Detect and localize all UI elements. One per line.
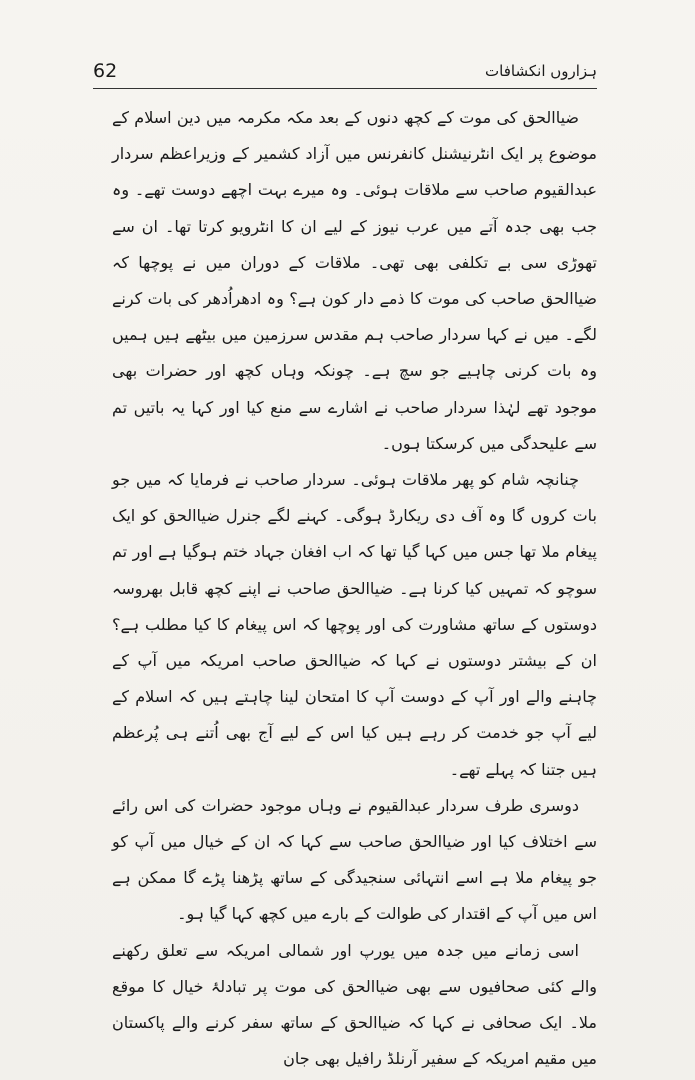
header-rule <box>93 88 597 89</box>
running-title: ہزاروں انکشافات <box>485 62 597 80</box>
body-text <box>112 100 597 1077</box>
paragraph-3: دوسری طرف سردار عبدالقیوم نے وہاں موجود حضرات کی اس رائے سے اختلاف کیا اور ضیاالحق صاحب سے کہا کہ ان کے خیال میں آپ کو جو پیغام ملا ہے اسے انتہائی سنجیدگی کے ساتھ پڑھنا پڑے گا ممکن ہے اس میں آپ کے اقتدار کی طوالت کے بارے میں کچھ کہا گیا ہو۔ <box>112 795 597 924</box>
paragraph-2: چنانچہ شام کو پھر ملاقات ہوئی۔ سردار صاحب نے فرمایا کہ میں جو بات کروں گا وہ آف دی ریکارڈ ہوگی۔ کہنے لگے جنرل ضیاالحق کو ایک پیغام ملا تھا جس میں کہا گیا تھا کہ اب افغان جہاد ختم ہوگیا ہے اور تم سوچو کہ تمہیں کیا کرنا ہے۔ ضیاالحق صاحب نے اپنے کچھ قابل بھروسہ دوستوں کے ساتھ مشاورت کی اور پوچھا کہ اس پیغام کا کیا مطلب ہے؟ ان کے بیشتر دوستوں نے کہا کہ ضیاالحق صاحب امریکہ میں آپ کے چاہنے والے اور آپ کے دوست آپ کا امتحان لینا چاہتے ہیں کہ اسلام کے لیے آپ جو خدمت کر رہے ہیں کیا اس کے لیے آج بھی اُتنے ہی پُرعظم ہیں جتنا کہ پہلے تھے۔ <box>112 470 597 779</box>
paragraph-4: اسی زمانے میں جدہ میں یورپ اور شمالی امریکہ سے تعلق رکھنے والے کئی صحافیوں سے بھی ضیاالحق کی موت پر تبادلۂ خیال کا موقع ملا۔ ایک صحافی نے کہا کہ ضیاالحق کے ساتھ سفر کرنے والے پاکستان میں مقیم امریکہ کے سفیر آرنلڈ رافیل بھی جان <box>112 940 597 1069</box>
paragraph-1: ضیاالحق کی موت کے کچھ دنوں کے بعد مکہ مکرمہ میں دین اسلام کے موضوع پر ایک انٹرنیشنل کانفرنس میں آزاد کشمیر کے وزیراعظم سردار عبدالقیوم صاحب سے ملاقات ہوئی۔ وہ میرے بہت اچھے دوست تھے۔ وہ جب بھی جدہ آتے میں عرب نیوز کے لیے ان کا انٹرویو کرتا تھا۔ ان سے تھوڑی سی بے تکلفی بھی تھی۔ ملاقات کے دوران میں نے پوچھا کہ ضیاالحق صاحب کی موت کا ذمے دار کون ہے؟ وہ ادھراُدھر کی بات کرنے لگے۔ میں نے کہا سردار صاحب ہم مقدس سرزمین میں بیٹھے ہیں ہمیں وہ بات کرنی چاہیے جو سچ ہے۔ چونکہ وہاں کچھ اور حضرات بھی موجود تھے لہٰذا سردار صاحب نے اشارے سے منع کیا اور کہا یہ باتیں تم سے علیحدگی میں کرسکتا ہوں۔ <box>112 108 597 453</box>
page-header <box>93 58 597 88</box>
page-number: 62 <box>93 60 118 82</box>
